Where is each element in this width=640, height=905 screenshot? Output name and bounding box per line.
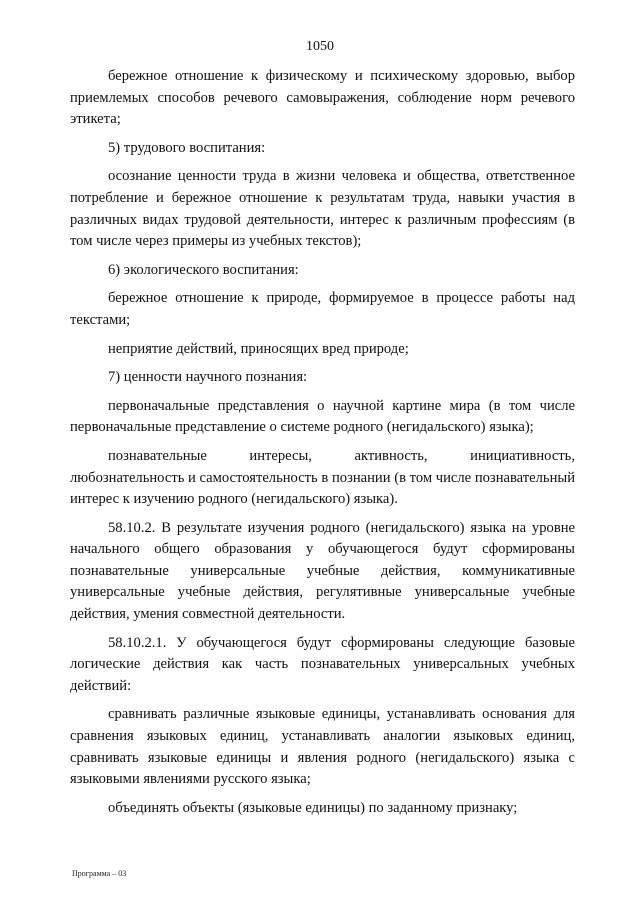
- paragraph-5: бережное отношение к природе, формируемое в процессе работы над текстами;: [70, 290, 575, 328]
- paragraph-12: сравнивать различные языковые единицы, устанавливать основания для сравнения языковых единиц, устанавливать аналогии языковых единиц, сравнивать языковые единицы и явления родного (негидальского) языка с языковыми явлениями русского языка;: [70, 706, 575, 788]
- paragraph-3: осознание ценности труда в жизни человека и общества, ответственное потребление и бережное отношение к результатам труда, навыки участия в различных видах трудовой деятельности, интерес к различным профессиям (в том числе через примеры из учебных текстов);: [70, 168, 575, 250]
- footer-program-label: Программа – 03: [72, 869, 127, 878]
- page-number: 1050: [306, 39, 334, 54]
- paragraph-6: неприятие действий, приносящих вред природе;: [108, 340, 409, 357]
- paragraph-13: объединять объекты (языковые единицы) по заданному признаку;: [108, 799, 518, 816]
- paragraph-8: первоначальные представления о научной картине мира (в том числе первоначальные представление о системе родного (негидальского) языка);: [70, 397, 575, 436]
- paragraph-7: 7) ценности научного познания:: [108, 369, 308, 386]
- paragraph-4: 6) экологического воспитания:: [108, 261, 299, 278]
- paragraph-9: познавательные интересы, активность, инициативность, любознательность и самостоятельность в познании (в том числе познавательный интерес к изучению родного (негидальского) языка).: [70, 447, 575, 508]
- paragraph-1: бережное отношение к физическому и психическому здоровью, выбор приемлемых способов речевого самовыражения, соблюдение норм речевого этикета;: [70, 68, 575, 128]
- paragraph-2: 5) трудового воспитания:: [108, 139, 266, 156]
- paragraph-11: 58.10.2.1. У обучающегося будут сформированы следующие базовые логические действия как часть познавательных универсальных учебных действий:: [70, 634, 575, 694]
- body-text: [70, 66, 575, 819]
- paragraph-10: 58.10.2. В результате изучения родного (негидальского) языка на уровне начального общего образования у обучающегося будут сформированы познавательные универсальные учебные действия, коммуникативные универсальные учебные действия, регулятивные универсальные учебные действия, умения совместной деятельности.: [70, 519, 575, 623]
